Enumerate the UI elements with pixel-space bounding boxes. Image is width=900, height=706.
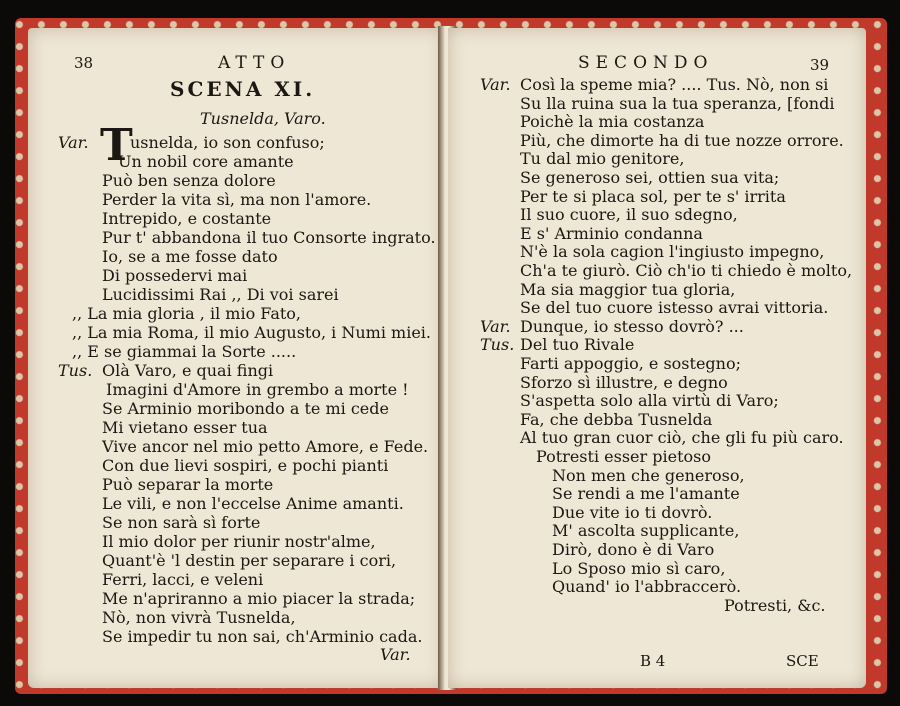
verse-line: Per te si placa sol, per te s' irrita [520, 186, 786, 206]
verse-line: Pur t' abbandona il tuo Consorte ingrato. [102, 228, 436, 247]
scene-title: SCENA XI. [170, 77, 316, 101]
verse-line: Fa, che debba Tusnelda [520, 409, 713, 429]
verse-line: Potresti, &c. [724, 595, 826, 615]
verse-line: Io, se a me fosse dato [102, 247, 278, 266]
verse-line: Se generoso sei, ottien sua vita; [520, 168, 780, 187]
verse-line: Olà Varo, e quai fingi [102, 361, 274, 380]
verse-line: Nò, non vivrà Tusnelda, [102, 608, 296, 627]
verse-line: Lo Sposo mio sì caro, [552, 558, 726, 578]
verse-line: Intrepido, e costante [102, 209, 272, 228]
verse-line: Se Arminio moribondo a te mi cede [102, 399, 389, 418]
verse-line: Al tuo gran cuor ciò, che gli fu più caro. [520, 428, 844, 448]
verse-line: Due vite io ti dovrò. [552, 502, 713, 522]
verse-line: Se impedir tu non sai, ch'Arminio cada. [102, 627, 423, 646]
verse-line: S'aspetta solo alla virtù di Varo; [520, 391, 779, 411]
speaker-label: Var. [480, 75, 511, 94]
verse-line: Perder la vita sì, ma non l'amore. [102, 190, 372, 209]
verse-line: Di possedervi mai [102, 266, 248, 285]
verse-line: Farti appoggio, e sostegno; [520, 354, 741, 373]
verse-line: Tu dal mio genitore, [520, 149, 685, 169]
verse-line: Non men che generoso, [552, 465, 745, 485]
running-head-right: SECONDO [578, 53, 714, 73]
speaker-label: Var. [58, 133, 89, 152]
verse-line: Se non sarà sì forte [102, 513, 261, 532]
verse-line: Se del tuo cuore istesso avrai vittoria. [520, 298, 829, 318]
verse-line: Così la speme mia? .... Tus. Nò, non si [520, 75, 829, 94]
verse-line: Su lla ruina sua la tua speranza, [fondi [520, 93, 835, 113]
verse-line: Lucidissimi Rai ,, Di voi sarei [102, 285, 339, 304]
verse-line: Imagini d'Amore in grembo a morte ! [106, 380, 409, 399]
scene-characters: Tusnelda, Varo. [200, 109, 326, 128]
verse-line: Le vili, e non l'eccelse Anime amanti. [102, 494, 404, 513]
verse-line: Poichè la mia costanza [520, 112, 705, 132]
page-number-left: 38 [74, 54, 94, 72]
speaker-label: Var. [480, 316, 511, 336]
verse-line: Quand' io l'abbraccerò. [552, 577, 742, 597]
left-page [28, 28, 444, 688]
verse-line: ,, La mia gloria , il mio Fato, [72, 304, 302, 323]
verse-line: Più, che dimorte ha di tue nozze orrore. [520, 130, 844, 150]
verse-line: usnelda, io son confuso; [130, 133, 325, 152]
verse-line: ,, La mia Roma, il mio Augusto, i Numi miei. [72, 323, 432, 342]
running-head-left: ATTO [218, 53, 291, 73]
verse-line: Me n'apriranno a mio piacer la strada; [102, 589, 416, 608]
verse-line: Il mio dolor per riunir nostr'alme, [102, 532, 376, 551]
right-page [448, 28, 866, 688]
drop-cap: T [100, 120, 133, 171]
verse-line: Il suo cuore, il suo sdegno, [520, 205, 738, 225]
verse-line: Del tuo Rivale [520, 335, 635, 355]
signature-mark: B 4 [640, 652, 666, 670]
verse-line: Può ben senza dolore [102, 171, 276, 190]
verse-line: Se rendi a me l'amante [552, 484, 740, 504]
verse-line: Vive ancor nel mio petto Amore, e Fede. [102, 437, 429, 456]
verse-line: Dunque, io stesso dovrò? ... [520, 316, 744, 336]
catchword-right: SCE [786, 652, 819, 670]
speaker-label: Tus. [480, 335, 515, 355]
verse-line: N'è la sola cagion l'ingiusto impegno, [520, 242, 825, 262]
verse-line: Un nobil core amante [118, 152, 294, 171]
verse-line: Ch'a te giurò. Ciò ch'io ti chiedo è molto, [520, 261, 853, 280]
speaker-label: Tus. [58, 361, 93, 380]
verse-line: Con due lievi sospiri, e pochi pianti [102, 456, 389, 475]
page-number-right: 39 [810, 56, 830, 74]
catchword-left: Var. [380, 645, 411, 664]
verse-line: E s' Arminio condanna [520, 223, 703, 243]
verse-line: ,, E se giammai la Sorte ..... [72, 342, 297, 361]
verse-line: Dirò, dono è di Varo [552, 540, 715, 559]
verse-line: Ma sia maggior tua gloria, [520, 279, 736, 299]
verse-line: Mi vietano esser tua [102, 418, 268, 437]
verse-line: Potresti esser pietoso [536, 447, 711, 466]
verse-line: Ferri, lacci, e veleni [102, 570, 264, 589]
verse-line: Può separar la morte [102, 475, 274, 494]
verse-line: Sforzo sì illustre, e degno [520, 372, 728, 392]
verse-line: Quant'è 'l destin per separare i cori, [102, 551, 397, 570]
verse-line: M' ascolta supplicante, [552, 521, 740, 541]
